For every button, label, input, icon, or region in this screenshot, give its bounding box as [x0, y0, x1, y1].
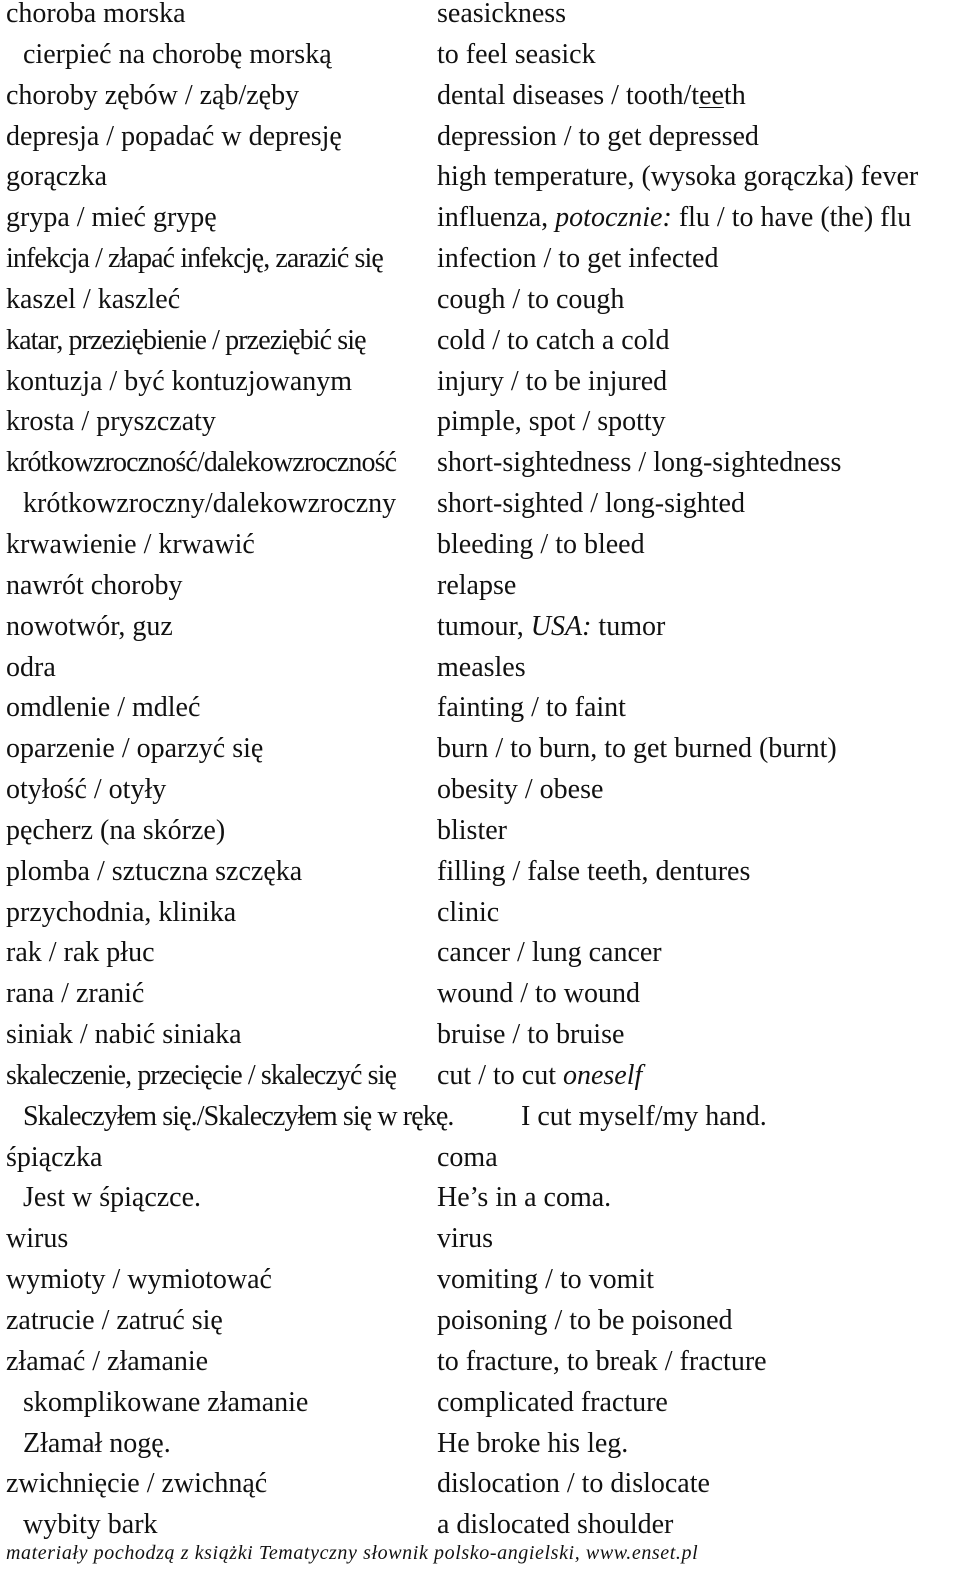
english-term: He’s in a coma.	[437, 1182, 612, 1214]
english-term: cut / to cut oneself	[437, 1059, 643, 1091]
english-term: coma	[437, 1141, 498, 1173]
vocab-entry	[0, 324, 960, 368]
english-term: burn / to burn, to get burned (burnt)	[437, 733, 837, 765]
english-term: complicated fracture	[437, 1386, 668, 1418]
polish-term: Złamał nogę.	[23, 1427, 171, 1459]
polish-term: nawrót choroby	[6, 569, 183, 601]
polish-term: rana / zranić	[6, 978, 145, 1010]
polish-term: depresja / popadać w depresję	[6, 120, 342, 152]
vocab-entry	[0, 651, 960, 695]
vocab-entry	[0, 1307, 960, 1348]
english-term: to feel seasick	[437, 38, 596, 70]
polish-term: krótkowzroczność/dalekowzroczność	[6, 447, 397, 479]
vocab-entry	[0, 896, 960, 940]
english-term: injury / to be injured	[437, 365, 668, 397]
polish-term: wybity bark	[23, 1509, 158, 1541]
vocab-entry	[0, 814, 960, 858]
polish-term: katar, przeziębienie / przeziębić się	[6, 324, 366, 356]
english-term: dislocation / to dislocate	[437, 1468, 710, 1500]
vocab-entry	[0, 163, 960, 204]
english-term: He broke his leg.	[437, 1427, 629, 1459]
vocab-entry	[0, 120, 960, 164]
vocab-entry	[0, 735, 960, 776]
english-term: clinic	[437, 896, 500, 928]
vocab-entry	[0, 245, 960, 286]
polish-term: odra	[6, 651, 56, 683]
polish-term: zatrucie / zatruć się	[6, 1305, 223, 1336]
english-term: filling / false teeth, dentures	[437, 855, 751, 887]
vocab-entry	[0, 569, 960, 613]
polish-term: śpiączka	[6, 1141, 103, 1173]
english-term: measles	[437, 651, 526, 683]
vocab-entry	[0, 610, 960, 654]
english-term: vomiting / to vomit	[437, 1264, 655, 1296]
vocab-entry	[0, 1141, 960, 1185]
vocab-entry	[0, 694, 960, 735]
vocab-entry	[0, 1386, 960, 1430]
vocab-entry	[0, 283, 960, 327]
polish-term: rak / rak płuc	[6, 937, 155, 969]
english-term: cold / to catch a cold	[437, 324, 670, 356]
english-term: dental diseases / tooth/teeth	[437, 79, 746, 111]
english-term: influenza, potocznie: flu / to have (the) flu	[437, 202, 912, 234]
polish-term: cierpieć na chorobę morską	[23, 38, 332, 70]
english-term: cough / to cough	[437, 283, 625, 315]
polish-term: grypa / mieć grypę	[6, 202, 217, 234]
vocab-entry	[0, 528, 960, 572]
english-term: cancer / lung cancer	[437, 937, 662, 969]
polish-term: krwawienie / krwawić	[6, 528, 255, 560]
polish-term: zwichnięcie / zwichnąć	[6, 1468, 268, 1500]
polish-term: kaszel / kaszleć	[6, 283, 181, 315]
polish-term: złamać / złamanie	[6, 1345, 209, 1377]
vocab-entry	[0, 365, 960, 409]
english-term: virus	[437, 1223, 493, 1255]
english-term: poisoning / to be poisoned	[437, 1305, 733, 1336]
polish-term: kontuzja / być kontuzjowanym	[6, 365, 353, 397]
polish-term: nowotwór, guz	[6, 610, 173, 642]
english-term: bruise / to bruise	[437, 1019, 625, 1051]
vocab-entry	[0, 449, 960, 490]
english-term: relapse	[437, 569, 517, 601]
vocab-entry	[0, 855, 960, 899]
source-footer: materiały pochodzą z książki Tematyczny słownik polsko-angielski, www.enset.pl	[6, 1542, 699, 1564]
polish-term: skomplikowane złamanie	[23, 1386, 309, 1418]
vocab-entry	[0, 980, 960, 1021]
vocab-entry	[0, 38, 960, 82]
polish-term: wymioty / wymiotować	[6, 1264, 272, 1296]
polish-term: Jest w śpiączce.	[23, 1182, 202, 1214]
vocab-entry	[0, 1059, 960, 1103]
vocab-entry	[0, 1345, 960, 1389]
polish-term: choroba morska	[6, 0, 186, 29]
english-term: blister	[437, 814, 507, 846]
english-term: short-sightedness / long-sightedness	[437, 447, 842, 479]
vocab-entry	[0, 939, 960, 980]
polish-term: plomba / sztuczna szczęka	[6, 855, 303, 887]
polish-term: siniak / nabić siniaka	[6, 1019, 242, 1051]
english-term: high temperature, (wysoka gorączka) fever	[437, 161, 919, 193]
vocab-entry	[0, 0, 960, 41]
english-term: I cut myself/my hand.	[521, 1100, 767, 1132]
english-term: fainting / to faint	[437, 692, 626, 724]
vocab-entry	[0, 1266, 960, 1307]
polish-term: pęcherz (na skórze)	[6, 814, 226, 846]
vocab-entry	[0, 204, 960, 245]
english-term: infection / to get infected	[437, 243, 719, 275]
vocab-entry	[0, 1470, 960, 1511]
vocab-entry	[0, 79, 960, 123]
polish-term: Skaleczyłem się./Skaleczyłem się w rękę.	[23, 1100, 454, 1132]
vocab-entry	[0, 1225, 960, 1266]
vocab-entry	[0, 776, 960, 817]
polish-term: skaleczenie, przecięcie / skaleczyć się	[6, 1059, 397, 1091]
polish-term: otyłość / otyły	[6, 774, 167, 806]
vocab-entry	[0, 490, 960, 531]
vocab-entry	[0, 1184, 960, 1225]
vocab-entry	[0, 1100, 960, 1144]
english-term: to fracture, to break / fracture	[437, 1345, 767, 1377]
english-term: tumour, USA: tumor	[437, 610, 666, 642]
polish-term: krosta / pryszczaty	[6, 406, 216, 438]
polish-term: wirus	[6, 1223, 69, 1255]
vocab-entry	[0, 408, 960, 449]
polish-term: oparzenie / oparzyć się	[6, 733, 264, 765]
polish-term: przychodnia, klinika	[6, 896, 237, 928]
polish-term: choroby zębów / ząb/zęby	[6, 79, 300, 111]
polish-term: infekcja / złapać infekcję, zarazić się	[6, 243, 383, 275]
english-term: bleeding / to bleed	[437, 528, 645, 560]
english-term: wound / to wound	[437, 978, 640, 1010]
english-term: short-sighted / long-sighted	[437, 488, 745, 520]
english-term: pimple, spot / spotty	[437, 406, 666, 438]
polish-term: omdlenie / mdleć	[6, 692, 201, 724]
english-term: seasickness	[437, 0, 567, 29]
english-term: depression / to get depressed	[437, 120, 759, 152]
polish-term: gorączka	[6, 161, 108, 193]
vocab-entry	[0, 1021, 960, 1062]
english-term: obesity / obese	[437, 774, 604, 806]
english-term: a dislocated shoulder	[437, 1509, 674, 1541]
vocab-entry	[0, 1427, 960, 1471]
polish-term: krótkowzroczny/dalekowzroczny	[23, 488, 397, 520]
